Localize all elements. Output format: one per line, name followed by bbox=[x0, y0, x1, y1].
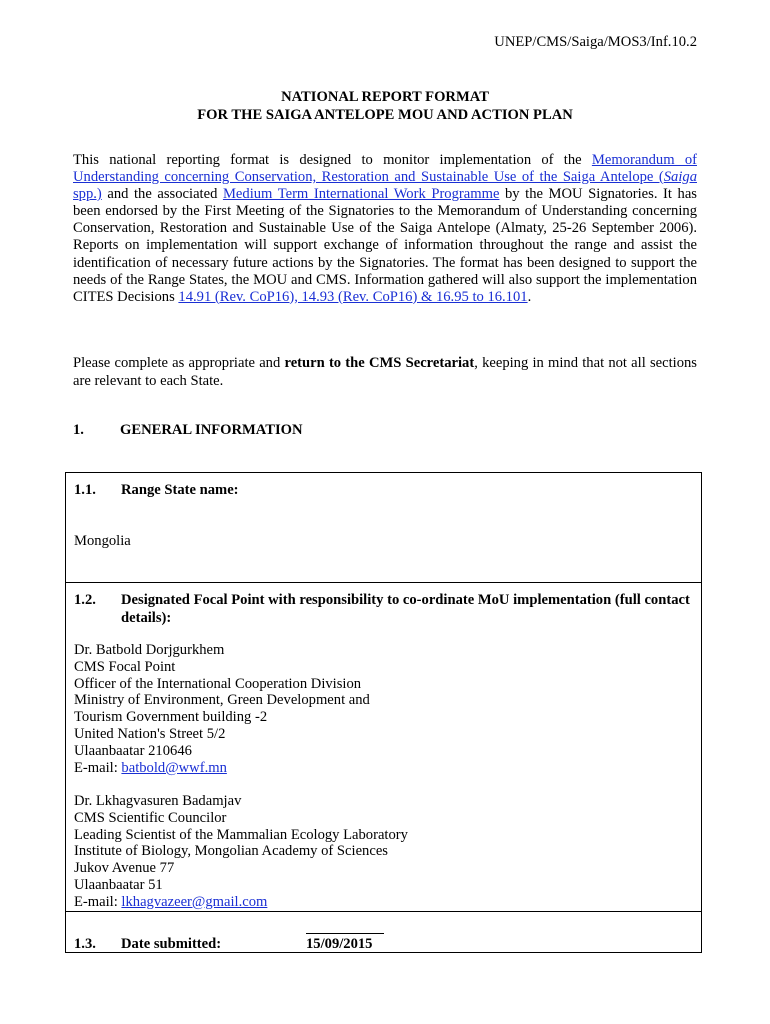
email-link-batbold[interactable]: batbold@wwf.mn bbox=[121, 759, 227, 776]
title-line-1: NATIONAL REPORT FORMAT bbox=[281, 89, 489, 105]
work-programme-link[interactable]: Medium Term International Work Programme bbox=[222, 186, 500, 203]
general-information-table bbox=[65, 472, 702, 953]
mou-link[interactable]: Memorandum of Understanding concerning Conservation, Restoration and Sustainable Use of the Saiga Antelope (Saiga spp.) bbox=[73, 152, 697, 203]
instructions-bold: return to the CMS Secretariat bbox=[284, 355, 475, 371]
intro-text-4: . bbox=[527, 288, 532, 305]
focal-point-contact-1[interactable]: Dr. Batbold Dorjgurkhem CMS Focal Point Officer of the International Cooperation Division Ministry of Environment, Green Development and Tourism Government building -2 United Nation's Street 5/2 Ulaanbaatar 210646 E-mail: batbold@wwf.mn bbox=[74, 642, 370, 776]
instructions-paragraph: Please complete as appropriate and return to the CMS Secretariat, keeping in mind that not all sections are relevant to each State. bbox=[73, 355, 697, 389]
intro-paragraph bbox=[73, 152, 697, 306]
focal-point-contact-2[interactable]: Dr. Lkhagvasuren Badamjav CMS Scientific Councilor Leading Scientist of the Mammalian Ecology Laboratory Institute of Biology, Mongolian Academy of Sciences Jukov Avenue 77 Ulaanbaatar 51 E-mail: lkhagvazeer@gmail.com bbox=[74, 793, 408, 910]
range-state-value[interactable]: Mongolia bbox=[74, 533, 131, 549]
intro-text-2: and the associated bbox=[101, 186, 223, 203]
section-number: 1. bbox=[73, 422, 84, 438]
title-line-2: FOR THE SAIGA ANTELOPE MOU AND ACTION PLAN bbox=[197, 107, 573, 123]
document-reference: UNEP/CMS/Saiga/MOS3/Inf.10.2 bbox=[494, 34, 697, 50]
section-heading-general-information bbox=[73, 422, 303, 439]
intro-text-3: by the MOU Signatories. It has been endorsed by the First Meeting of the Signatories to the Memorandum of Understanding concerning Conservation, Restoration and Sustainable Use of the Saiga Antelope (Almaty, 25-26 September 2006). Reports on implementation will support exchange of information throughout the range and assist the identification of necessary future actions by the Signatories. The format has been designed to support the needs of the Range States, the MOU and CMS. Information gathered will also support the implementation CITES Decisions bbox=[73, 186, 697, 305]
row-divider bbox=[66, 911, 701, 912]
intro-text-1: This national reporting format is designed to monitor implementation of the bbox=[73, 152, 592, 168]
date-submitted-value[interactable]: 15/09/2015 bbox=[306, 936, 373, 952]
range-state-label: 1.1. Range State name: bbox=[74, 482, 239, 498]
row-divider bbox=[66, 582, 701, 583]
date-underline bbox=[306, 933, 384, 934]
document-title bbox=[73, 88, 697, 124]
email-link-lkhagvazeer[interactable]: lkhagvazeer@gmail.com bbox=[121, 893, 268, 910]
date-submitted-label: 1.3. Date submitted: bbox=[74, 936, 222, 952]
cites-decisions-link[interactable]: 14.91 (Rev. CoP16), 14.93 (Rev. CoP16) & 16.95 to 16.101 bbox=[178, 288, 528, 305]
section-title: GENERAL INFORMATION bbox=[120, 422, 303, 438]
focal-point-label: 1.2. Designated Focal Point with responsibility to co-ordinate MoU implementation (full contact details): bbox=[74, 592, 690, 626]
